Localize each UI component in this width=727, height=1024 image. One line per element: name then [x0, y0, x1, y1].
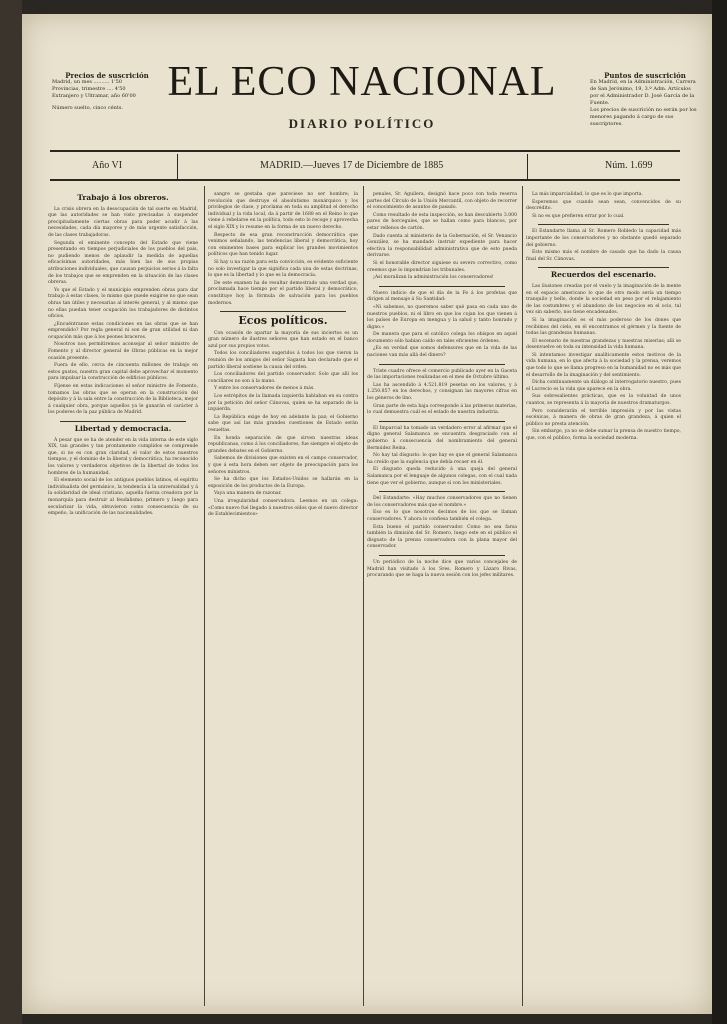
article-paragraph: Pero considerarán el terrible impresión y por las vistas escénicas, á manera de obras de gran grandeza, á quien el público no presta atención.: [526, 408, 681, 427]
article-paragraph: Esperemos que cuando sean sean, convencidos de su descrédito.: [526, 199, 681, 212]
article-paragraph: Los conciliadores del partido conservador. Solo que allí los conciliares no son á la mano.: [208, 372, 358, 384]
section-divider: [538, 224, 669, 225]
column-2: [208, 192, 358, 520]
article-paragraph: Con ocasión de apartar la mayoría de sus inciertos es un gran número de ilustres señores que han estado en el banco azul por sus propios votos.: [208, 330, 358, 349]
dateline-bar: [50, 157, 680, 177]
article-paragraph: Todos los conciliadores sugeridos á todos los que vieron la reunión de los amigos del señor Sagasta han declarado que el partido liberal sostiene la causa del orden.: [208, 351, 358, 370]
article-paragraph: Si hay u na razón para esta convicción, es evidente suficiente no solo investigar la que significa cada una de estas doctrinas, lo que es la libertad y lo que es la democracia.: [208, 259, 358, 279]
article-paragraph: El Estandarte llama al Sr. Romero Robledo la capacidad más importante de los conservadores y no obstante quedó separado del gobierno.: [526, 229, 681, 248]
newspaper-page: [22, 14, 712, 1014]
masthead-rule-bottom: [50, 179, 680, 181]
article-paragraph: La crisis obrera en la desocupación de tal suerte en Madrid, que las autoridades se han visto precisadas á suspender precipitadamente ciertas obras para poder acudir á las necesidades, cada día mayores y de más urgente satisfacción, de las clases trabajadoras.: [48, 206, 198, 238]
dateline-year: Año VI: [92, 160, 123, 171]
article-title: Trabajo á los obreros.: [77, 193, 169, 202]
binding-edge: [0, 0, 22, 1024]
article-paragraph: La República exige de hoy en adelante la paz; el Gobierno sabe que así las más grandes cuestiones de Estado serán resueltas.: [208, 414, 358, 433]
article-paragraph: Triste cuadro ofrece el comercio publicado ayer en la Gaceta de las importaciones realizadas en el mes de Octubre último.: [367, 368, 517, 381]
article-paragraph: Gran parte de esta baja corresponde á las primeras materias, lo cual demuestra cuál es el estado de nuestra industria.: [367, 403, 517, 416]
article-paragraph: Se ha dicho que los Estados-Unidos se hallarán en la exposición de los productos de la Europa.: [208, 477, 358, 489]
article-paragraph: Á pesar que se ha de atender en la vida interna de este siglo XIX, tan grandes y tan prontamente cumplidos se comprende que, si no es con gran claridad, el valor de estos nuestros tiempos, y el dominio de la liberal y democrática, ha reconocido los valores y verdaderos objetivos de la libertad de todos los hombres de la humanidad.: [48, 437, 198, 476]
article-paragraph: Los estrépitos de la llamada izquierda hablaban en su contra por la petición del señor Cánovas, quien se ha separado de la izquierda.: [208, 394, 358, 413]
article-paragraph: sangre se gestaba que pareciese no ser hombre; la revolución que destruye el absolutismo monárquico y los privilegios de clase, y proclama en toda su amplitud el derecho individual y la vida local, da á partir de 1688 en el Reino lo que viene á rebelarse en la política, todo esto lo recoge y aprovecha el siglo XIX y lo resume en la forma de un nuevo derecho.: [208, 192, 358, 230]
price-line: Madrid, un mes .......... 1'50: [52, 79, 122, 85]
article-paragraph: Esta bueno el partido conservador. Como no sea farsa también la dimisión del Sr. Romero, luego este en el público el disgusto de la prensa conservadora con la plana mayor del conservador.: [367, 524, 517, 550]
article-paragraph: Nosotros nos permitiremos aconsejar al señor ministro de Fomento y al director general de Obras públicas en la mejor ocasión presente.: [48, 342, 198, 361]
article-paragraph: ¿Es en verdad que somos defensores que en la vida de las naciones van más allá del dinero?: [367, 346, 517, 359]
article-paragraph: La más imparcialidad, lo que es lo que importa.: [532, 192, 643, 197]
article-paragraph: Segunda el eminente concepto del Estado que viene presentando en tiempos perjudiciales de los pueblos del país, no pudiendo menos de aplaudir la medida de aquellas eficacísimas autoridades, más bien las de sus propias atribuciones individuales, que causan perjuicios serios á la falta de los trabajos que se emprenden en la situación de las clases obreras.: [48, 240, 198, 286]
article-paragraph: Sin embargo, ya no se debe sumar la prensa de nuestro tiempo, que, con el público, forma la sociedad moderna.: [526, 429, 681, 441]
article-paragraph: Yo que el Estado y el municipio emprenden obras para dar trabajo á estas clases, lo mismo que puede exigirse no que sean obras tan útiles y necesarias al interés general, y al mismo que no ellas puedan tener ocupación los trabajadores de distintos oficios.: [48, 287, 198, 320]
masthead-rule-top: [50, 150, 680, 152]
dateline-place-date: MADRID.—Jueves 17 de Diciembre de 1885: [260, 160, 444, 171]
article-paragraph: Como resultado de esta inspección, se han descubierto 3.000 pares de borceguíes, que se hallan como para blancos, por estar rellenos de cartón.: [367, 212, 517, 231]
article-paragraph: Fuera de ello, cerca de cincuenta millones de trabajo en estos gustos, nuestra gran capital debe aprovechar el momento para impulsar la construcción de edificios públicos.: [48, 363, 198, 382]
article-paragraph: De manera que para el católico colega los obispos en aquel documento sólo habían caído en tales eficientes órdenes.: [367, 332, 517, 344]
article-paragraph: Si el honorable director siguiese su severo correctivo, como creemos que lo impondrían los tribunales.: [367, 260, 517, 273]
article-paragraph: Del Estandarte: «Hay muchos conservadores que no tienen de los conservadores más que el nombre.»: [367, 496, 517, 508]
price-line: Número suelto, cinco cénts.: [52, 105, 123, 111]
article-paragraph: Y entre los conservadores de menos á más.: [214, 386, 315, 392]
article-paragraph: Las ilusiones creadas por el vuelo y la imaginación de la mente en el espacio americano lo que de otro modo sería un tiempo tranquilo y bello, donde la sociedad en peso por el relajamiento de las costumbres y el abandono de los negocios en el ocio, tal vez sin saberlo, nos tiene encadenados.: [526, 283, 681, 316]
price-line: Provincias, trimestre .... 4'50: [52, 86, 126, 92]
article-paragraph: Eso es lo que nosotros decimos de los que se llaman conservadores. Y ahora lo confiesa también el colega.: [367, 510, 517, 522]
section-divider: [379, 364, 505, 365]
prices-heading: Precios de suscrición: [65, 71, 149, 80]
dateline-separator: [177, 154, 178, 179]
article-paragraph: Si no es que prefieren errar por lo cual.: [532, 213, 625, 219]
points-heading: Puntos de suscrición: [604, 71, 686, 80]
column-4: [526, 192, 681, 444]
article-paragraph: Si intentamos investigar analíticamente estos motivos de la vida humana, en lo que afecta á la sociedad y la prensa, veremos que todo lo que se llama progreso en la humanidad no es más que el desarrollo de la imaginación y del sentimiento.: [526, 352, 681, 378]
article-paragraph: Una irregularidad conservadora. Leemos en un colega: «Como nuevo fué llegado á nuestros oídos que el nuevo director de Establecimientos»: [208, 498, 358, 518]
subscription-points-box: [590, 72, 700, 128]
article-paragraph: Fíjense en estas indicaciones el señor ministro de Fomento, tomamos las obras que se operan en la construcción del depósito y á la sala entre la construcción de la Biblioteca, mejor á cualquier obra, porque aquellos ya le ganarán el carácter á los poderes de la paz pública de Madrid.: [48, 384, 198, 416]
article-paragraph: Si la imaginación es el más poderoso de los dones que recibimos del cielo, en él encontramos el gérmen y la fuente de todas las grandezas humanas.: [526, 317, 681, 337]
article-paragraph: El Imparcial ha tomado un verdadero error al afirmar que el digno general Salamanca se encuentra desgraciado con el gobierno á consecuencia del nombramiento del general Bermúdez Reina.: [367, 425, 517, 451]
price-line: Extranjero y Ultramar, año 60'00: [52, 93, 136, 99]
article-title: Recuerdos del escenario.: [550, 270, 657, 280]
column-1: [48, 192, 198, 519]
article-paragraph: Dicha continuamente un diálogo al interrogatorio nuestro, pues el Lucrecio es la vida que aparece en la obra.: [526, 380, 681, 392]
section-divider: [379, 421, 505, 422]
newspaper-title: EL ECO NACIONAL: [167, 59, 557, 105]
section-divider: [538, 267, 669, 268]
section-title: Ecos políticos.: [238, 314, 328, 328]
article-paragraph: ¿Encuéntranse estas condiciones en las obras que se han emprendido? Por regla general ni son de gran utilidad ni dan ocupación más que á los peones braceros.: [48, 321, 198, 340]
article-paragraph: penales, Sr. Aguilera, designó hace poco con toda reserva partes del Círculo de la Unión Mercantil, con objeto de recorrer el conocimiento de asuntos de pasado.: [367, 192, 517, 211]
column-3: [367, 192, 517, 581]
newspaper-subtitle: DIARIO POLÍTICO: [288, 116, 436, 131]
article-paragraph: De este examen ha de resultar demostrado una verdad que, proclamada hace tiempo por el partido liberal y democrático, constituye hoy la fórmula de salvación para los pueblos modernos.: [208, 280, 358, 306]
article-paragraph: El elemento social de los antiguos pueblos latinos, el espíritu individualista del germánico, la tendencia á la universalidad y á la solidaridad de ideal cristiano, aquella fuerza creadora por la monarquía para destruir al feudalismo, primero y luego para secularizar la vida, obtuvieron como consecuencia de su empeño, la unificación de las nacionalidades.: [48, 478, 198, 517]
article-paragraph: El escenario de nuestras grandezas y nuestras miserias; allí se desenvuelve en toda su intensidad la vida humana.: [526, 338, 681, 351]
column-rule: [363, 186, 364, 1006]
points-line: Los precios de suscrición no serán por los menores pagando á cargo de sus suscriptores.: [590, 107, 697, 127]
dateline-separator: [527, 154, 528, 179]
column-rule: [522, 186, 523, 1006]
article-paragraph: «Ni sabemos, no queremos saber qué pasa en cada uno de nuestros pueblos, ni el libro en que los cojan los que vienen á los países de Europa en mengua y la salud y tanto honrado y digno.»: [367, 304, 517, 330]
article-paragraph: Sus sobresalientes prácticas, que es la voluntad de unos cuantos, se representa á la mayoría de nuestros dramaturgos.: [526, 394, 681, 407]
article-paragraph: No hay tal disgusto: lo que hay es que el general Salamanca ha creído que la suplencia que debía recaer en él.: [367, 453, 517, 465]
column-rule: [204, 186, 205, 1006]
dateline-number: Núm. 1.699: [605, 160, 653, 171]
article-paragraph: Las ha ascendido á 4.521.819 pesetas en los valores, y á 1.250.857 en los derechos, y consignan las mayores cifras en los géneros de lino.: [367, 382, 517, 402]
article-paragraph: Dado cuenta al ministerio de la Gobernación, el Sr. Venancio González, se ha mandado instruir expediente para hacer efectiva la responsabilidad administrativa que de esto pueda derivarse.: [367, 233, 517, 259]
points-line: En Madrid, en la Administración, Carrera de San Jerónimo, 19, 3.º Adm. Artículos por el Administrador D. José García de la Fuente.: [590, 79, 696, 106]
article-paragraph: En honda separación de que sirven nuestras ideas republicanas, como á los conciliadores, fue siempre el objeto de grandes debates en el Gobierno.: [208, 435, 358, 454]
article-paragraph: Respecto de esa gran reconstrucción democrática que venimos señalando, las tendencias liberal y democrática, hoy con eminentes bases para explicar los grandes movimientos políticos que han tenido lugar.: [208, 232, 358, 258]
section-divider: [379, 286, 505, 287]
section-divider: [379, 491, 505, 492]
article-title: Libertad y democracia.: [74, 424, 172, 433]
article-paragraph: El disgusto queda reducido á una queja del general Salamanca por el lenguaje de algunos colegas, con el cual nada tiene que ver el gobierno, aunque sí con los ministeriales.: [367, 467, 517, 486]
article-paragraph: Vaya una manera de razonar.: [214, 491, 282, 497]
article-paragraph: Nuevo indicio de que el día de la Fe á los profetas que dirigen al mensaje á Su Santidad:: [367, 290, 517, 303]
article-paragraph: Sabemos de divisiones que existen en el campo conservador, y que á esta hora deben ser objeto de preocupación para los señores ministros.: [208, 456, 358, 475]
section-divider: [60, 421, 186, 422]
article-paragraph: Un periódico de la noche dice que varios concejales de Madrid han visitado á los Sres. Romero y Lázaro Rivas, procurando que se haga la nueva sesión con los jefes militares.: [367, 559, 517, 579]
article-paragraph: ¡Así moralizan la administración los conservadores!: [373, 275, 494, 281]
scan-border: [712, 0, 727, 1024]
section-divider: [379, 555, 505, 556]
article-paragraph: Esto mismo más el nombre de casado que ha dado la causa final del Sr. Cánovas.: [526, 250, 681, 262]
section-divider: [220, 311, 346, 312]
